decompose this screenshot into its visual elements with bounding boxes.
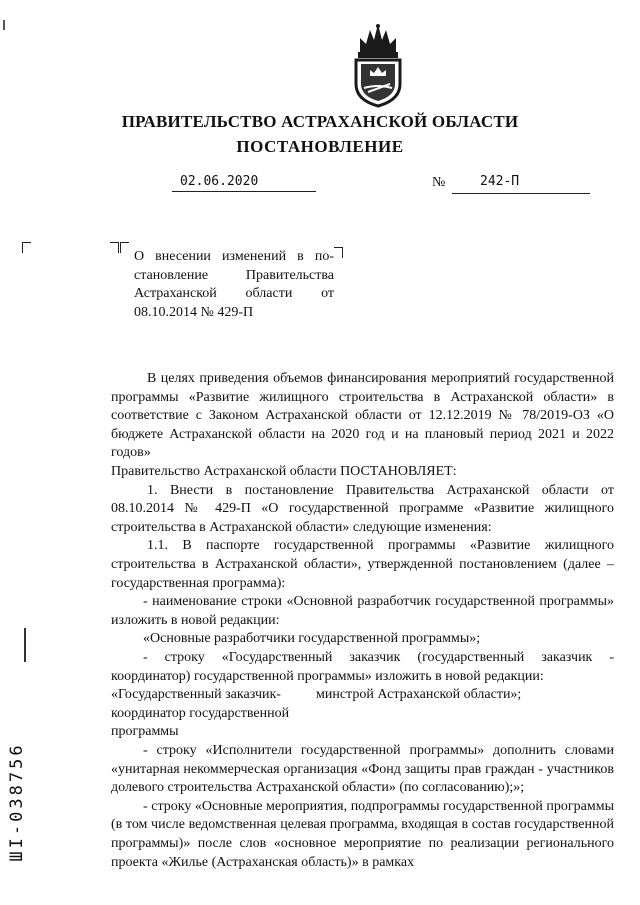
resolution-paragraph: Правительство Астраханской области ПОСТАНОВЛЯЕТ: [111, 463, 457, 479]
number-label: № [432, 175, 446, 190]
side-serial-code [2, 712, 32, 892]
organization-title: ПРАВИТЕЛЬСТВО АСТРАХАНСКОЙ ОБЛАСТИ [121, 112, 519, 131]
coat-of-arms-icon [346, 22, 410, 108]
subject-line: Астраханской области от [134, 286, 334, 301]
item-main-activities: - строку «Основные мероприятия, подпрограммы государственной программы (в том числе ведомственная целевая программа, входящая в состав государственной программы)» после слов «основное мероприятие по реализации регионального проекта «Жилье (Астраханская область)» в рамках [111, 798, 614, 870]
subject-line: становление Правительства [134, 267, 334, 283]
serial-code-text: ШI-038756 [7, 742, 27, 862]
subject-line: 08.10.2014 № 429-П [134, 304, 254, 320]
document-type: ПОСТАНОВЛЕНИЕ [236, 137, 404, 156]
document-body [111, 370, 614, 872]
document-number: 242-П [480, 174, 520, 189]
bracket-left-outer [22, 242, 31, 253]
clause-1-1: 1.1. В паспорте государственной программы «Развитие жилищного строительства в Астраханской области», утвержденной постановлением (далее – государственная программа): [111, 538, 614, 591]
item-executors: - строку «Исполнители государственной программы» дополнить словами «унитарная некоммерческая организация «Фонд защиты прав граждан - участников долевого строительства Астраханской области» (по согласованию);»; [111, 743, 614, 796]
number-underline [452, 193, 590, 194]
preamble-paragraph: В целях приведения объемов финансирования мероприятий государственной программы «Развитие жилищного строительства в Астраханской области» в соответствие с Законом Астраханской области от 12.12.2019 № 78/2019-ОЗ «О бюджете Астраханской области на 2020 год и на плановый период 2021 и 2022 годов» [111, 371, 614, 461]
document-subject [134, 248, 334, 322]
item-customer: - строку «Государственный заказчик (государственный заказчик - координатор) государственной программы» изложить в новой редакции: [111, 649, 614, 684]
customer-row-value: минстрой Астраханской области»; [316, 687, 522, 703]
subject-line: О внесении изменений в по- [134, 249, 334, 264]
customer-table-row [111, 686, 614, 742]
customer-row-label: «Государственный заказчик-координатор государственной программы [111, 687, 290, 740]
bracket-left-inner [110, 242, 119, 253]
date-underline [172, 191, 316, 192]
item-main-developer-new: «Основные разработчики государственной программы»; [143, 631, 481, 647]
bracket-left-inner2 [120, 242, 129, 253]
document-date: 02.06.2020 [180, 174, 259, 189]
item-main-developer: - наименование строки «Основной разработчик государственной программы» изложить в новой редакции: [111, 594, 614, 628]
bracket-right [334, 247, 343, 258]
clause-1: 1. Внести в постановление Правительства Астраханской области от 08.10.2014 № 429-П «О государственной программе «Развитие жилищного строительства в Астраханской области» следующие изменения: [111, 482, 614, 535]
side-margin-mark [24, 628, 26, 662]
scan-corner-mark [3, 20, 5, 30]
